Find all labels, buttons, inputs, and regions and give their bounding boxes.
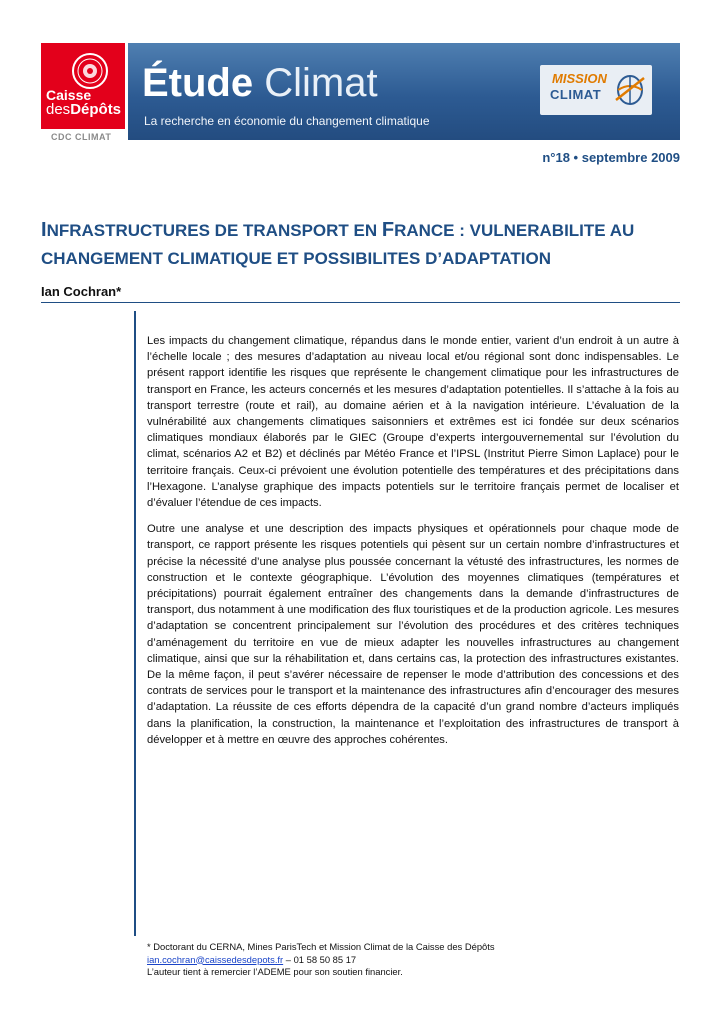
footnote-thanks: L’auteur tient à remercier l’ADEME pour son soutien financier. bbox=[147, 966, 403, 977]
page-title: INFRASTRUCTURES DE TRANSPORT EN FRANCE : VULNERABILITE AU CHANGEMENT CLIMATIQUE ET POSSIBILITES D’ADAPTATION bbox=[41, 219, 635, 268]
banner-title: Étude Climat bbox=[142, 61, 378, 105]
email-link[interactable]: ian.cochran@caissedesdepots.fr bbox=[147, 953, 284, 965]
footnote bbox=[147, 941, 687, 979]
paragraph: Les impacts du changement climatique, répandus dans le monde entier, varient d’un endroit à un autre à l’échelle locale ; des mesures d’adaptation au niveau local et/ou régional sont donc indispensables. Le présent rapport identifie les risques que représente le changement climatique pour les infrastructures de transport en France, les acteurs concernés et les mesures d’adaptation potentielles. Il s’attache à la fois au transport terrestre (route et rail), au domaine aérien et à la navigation intérieure. L’évaluation de la vulnérabilité aux changements climatiques saisonniers et extrêmes est ici fondée sur deux scénarios climatiques mondiaux élaborés par le GIEC (Groupe d’experts intergouvernemental sur l’évolution du climat, scénarios A2 et B2) et déclinés par Météo France et l’IPSL (Instritut Pierre Simon Laplace) pour le territoire français. Ceux-ci prévoient une évolution potentielle des températures et des précipitations dans l’Hexagone. L’analyse graphique des impacts potentiels sur le territoire français permet de localiser et d’évaluer l’étendue de ces impacts. bbox=[147, 335, 679, 510]
seal-icon bbox=[71, 52, 109, 90]
caisse-des-depots-logo bbox=[41, 43, 125, 129]
logo-caisse: Caisse bbox=[46, 87, 92, 103]
abstract bbox=[147, 333, 679, 758]
footnote-affiliation: * Doctorant du CERNA, Mines ParisTech et Mission Climat de la Caisse des Dépôts bbox=[147, 941, 495, 952]
issue-number: n°18 • septembre 2009 bbox=[542, 150, 680, 165]
logo-des-depots: desDépôts bbox=[46, 101, 122, 118]
globe-icon bbox=[614, 70, 646, 110]
author: Ian Cochran* bbox=[41, 284, 122, 299]
footnote-contact: ian.cochran@caissedesdepots.fr – 01 58 50 85 17 bbox=[147, 953, 357, 965]
banner-subtitle: La recherche en économie du changement climatique bbox=[144, 114, 430, 128]
mission-climat-logo: MISSION CLIMAT bbox=[540, 65, 652, 115]
paragraph: Outre une analyse et une description des impacts physiques et opérationnels pour chaque mode de transport, ce rapport présente les risques potentiels qui pèsent sur un certain nombre d’infrastructures et précise la nécessité d’une analyse plus poussée concernant la vétusté des infrastructures, les normes de construction et le contexte géographique. L’évolution des moyennes climatiques (températures et précipitations) pourrait également entraîner des changements dans la demande d’infrastructures de transport, dus notamment à une modification des flux touristiques et de la production agricole. Les mesures d’adaptation se concentrent principalement sur l’évolution des procédures et des critères techniques d’aménagement du territoire en vue de mieux adapter les nouvelles infrastructures au changement climatique, ainsi que sur la réhabilitation et, dans certains cas, la protection des infrastructures existantes. De la même façon, il peut s’avérer nécessaire de repenser le mode d’attribution des concessions et des contrats de services pour le transport et la maintenance des infrastructures afin d’encourager des mesures d’adaptation. La réussite de ces efforts dépendra de la capacité d’un grand nombre d’acteurs impliqués dans la planification, la construction, la maintenance et l’exploitation des infrastructures de transport à développer et à mettre en œuvre des approches cohérentes. bbox=[147, 523, 679, 746]
etude-climat-banner bbox=[128, 43, 680, 140]
cdc-climat-caption: CDC CLIMAT bbox=[51, 132, 112, 142]
divider bbox=[41, 302, 680, 303]
margin-rule bbox=[134, 311, 136, 936]
